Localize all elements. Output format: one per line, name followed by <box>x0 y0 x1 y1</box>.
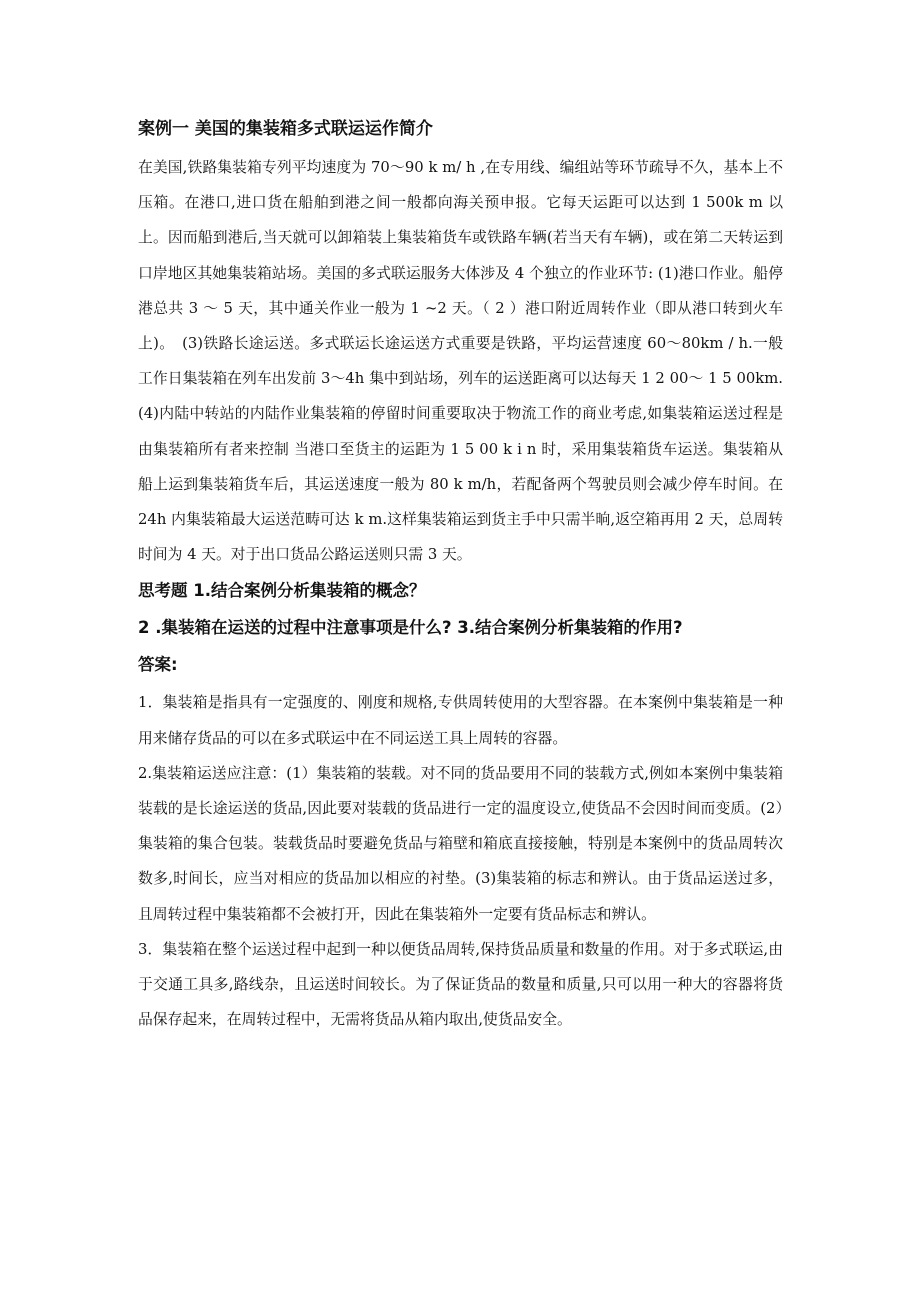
document-page <box>138 112 783 1037</box>
case-title: 案例一 美国的集装箱多式联运运作简介 <box>138 119 433 139</box>
case-body: 在美国,铁路集装箱专列平均速度为 70～90 k m/ h ,在专用线、编组站等环节疏导不久，基本上不压箱。在港口,进口货在船舶到港之间一般都向海关预申报。它每天运距可以达到 1 500k m 以上。因而船到港后,当天就可以卸箱装上集装箱货车或铁路车辆(若当天有车辆)，或在第二天转运到口岸地区其她集装箱站场。美国的多式联运服务大体涉及 4 个独立的作业环节: (1)港口作业。船停港总共 3 ～ 5 天，其中通关作业一般为 1 ~2 天。（ 2 ）港口附近周转作业（即从港口转到火车上)。 (3)铁路长途运送。多式联运长途运送方式重要是铁路，平均运营速度 60～80km / h.一般工作日集装箱在列车出发前 3～4h 集中到站场，列车的运送距离可以达每天 1 2 00～ 1 5 00km. (4)内陆中转站的内陆作业集装箱的停留时间重要取决于物流工作的商业考虑,如集装箱运送过程是由集装箱所有者来控制 当港口至货主的运距为 1 5 00 k i n 时，采用集装箱货车运送。集装箱从船上运到集装箱货车后，其运送速度一般为 80 k m/h，若配备两个驾驶员则会减少停车时间。在 24h 内集装箱最大运送范畴可达 k m.这样集装箱运到货主手中只需半晌,返空箱再用 2 天，总周转时间为 4 天。对于出口货品公路运送则只需 3 天。 <box>138 159 783 564</box>
answer-2: 2.集装箱运送应注意：(1）集装箱的装载。对不同的货品要用不同的装载方式,例如本案例中集装箱装载的是长途运送的货品,因此要对装载的货品进行一定的温度设立,使货品不会因时间而变质。(2）集装箱的集合包装。装载货品时要避免货品与箱壁和箱底直接接触，特别是本案例中的货品周转次数多,时间长，应当对相应的货品加以相应的衬垫。(3)集装箱的标志和辨认。由于货品运送过多，且周转过程中集装箱都不会被打开，因此在集装箱外一定要有货品标志和辨认。 <box>138 764 783 923</box>
answer-1: 1．集装箱是指具有一定强度的、刚度和规格,专供周转使用的大型容器。在本案例中集装箱是一种用来储存货品的可以在多式联运中在不同运送工具上周转的容器。 <box>138 694 783 747</box>
question-line-2: 2 .集装箱在运送的过程中注意事项是什么? 3.结合案例分析集装箱的作用? <box>138 618 683 638</box>
answer-3: 3．集装箱在整个运送过程中起到一种以便货品周转,保持货品质量和数量的作用。对于多式联运,由于交通工具多,路线杂，且运送时间较长。为了保证货品的数量和质量,只可以用一种大的容器将货品保存起来，在周转过程中，无需将货品从箱内取出,使货品安全。 <box>138 940 783 1029</box>
question-line-1: 思考题 1.结合案例分析集装箱的概念？ <box>138 581 426 601</box>
answer-heading: 答案: <box>138 655 178 675</box>
